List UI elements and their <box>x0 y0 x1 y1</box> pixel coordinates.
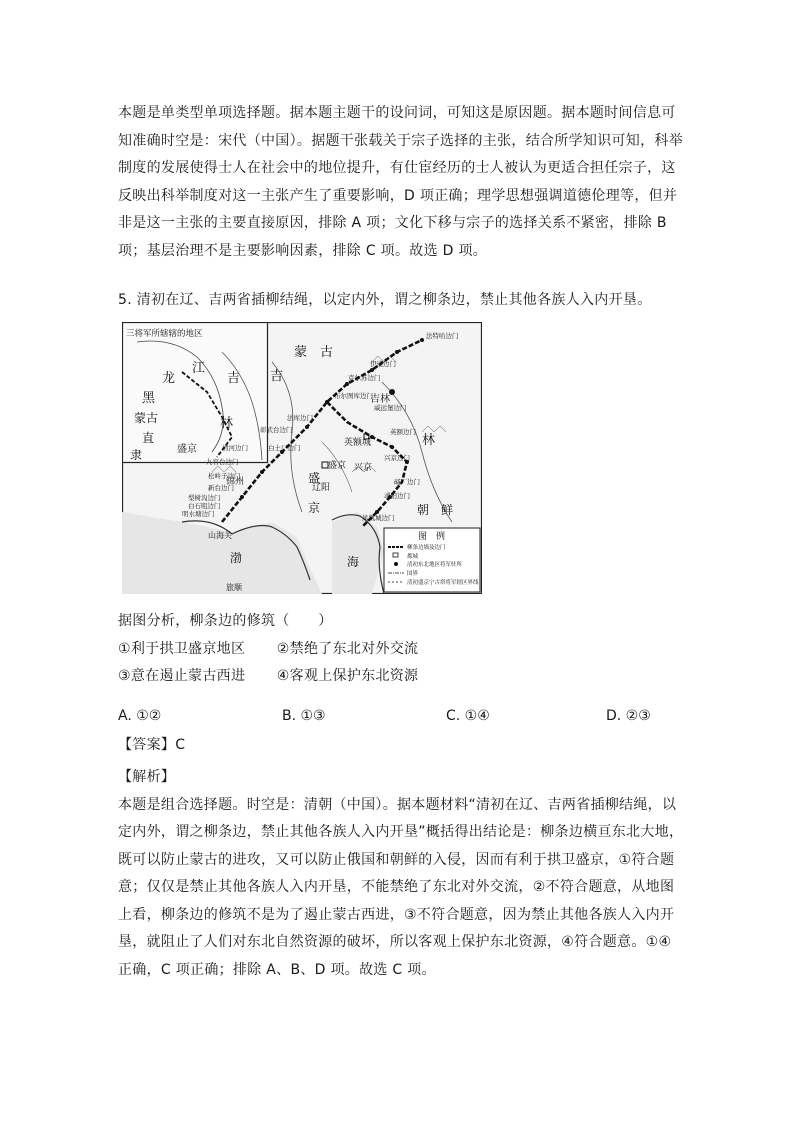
region-label: 京 <box>308 501 321 515</box>
gate-label: 法库边门 <box>287 414 313 422</box>
text-line: 本题是组合选择题。时空是：清朝（中国）。据本题材料“清初在辽、吉两省插柳结绳，以 <box>118 796 677 813</box>
region-label: 海 <box>347 555 360 569</box>
text-line: 非是这一主张的主要直接原因，排除 A 项；文化下移与宗子的选择关系不紧密，排除 B <box>118 215 667 231</box>
region-label: 林 <box>422 433 436 448</box>
option-a[interactable]: A. ①② <box>118 708 162 724</box>
gate-label: 叆阳边门 <box>384 492 410 500</box>
inset-label: 吉 <box>227 371 241 386</box>
analysis-section <box>118 764 684 984</box>
gate-label: 兴京边门 <box>384 454 410 462</box>
gate-label: 法特哈边门 <box>426 332 459 340</box>
statement: ④客观上保护东北资源 <box>276 668 419 684</box>
text-line: 垦，就阻止了人们对东北自然资源的破坏，所以客观上保护东北资源，④符合题意。①④ <box>118 934 672 950</box>
city-label: 辽阳 <box>312 483 331 493</box>
region-label: 渤 <box>230 551 243 565</box>
gate-label: 伊通边门 <box>370 360 396 368</box>
text-line: 本题是单类型单项选择题。据本题主题干的设问词，可知这是原因题。据本题时间信息可 <box>118 105 676 121</box>
inset-label: 林 <box>220 416 234 431</box>
gate-label: 松岭子边门 <box>208 472 241 480</box>
inset-label: 直 <box>142 431 155 445</box>
legend-item: 柳条边墙及边门 <box>407 545 446 551</box>
text-line: 制度的发展使得士人在社会中的地位提升，有仕宦经历的士人被认为更适合担任宗子，这 <box>118 160 676 176</box>
statement: ③意在遏止蒙古西进 <box>118 668 246 684</box>
legend-item: 清初东北地区将军驻所 <box>407 562 463 568</box>
analysis-label: 【解析】 <box>118 769 176 785</box>
answer-section <box>118 732 678 760</box>
city-label: 英额城 <box>344 438 372 448</box>
gate-label: 布尔图库边门 <box>334 392 373 400</box>
option-d[interactable]: D. ②③ <box>606 708 651 724</box>
option-c[interactable]: C. ①④ <box>446 708 490 724</box>
text-line: 既可以防止蒙古的进攻，又可以防止俄国和朝鲜的入侵，因而有利于拱卫盛京，①符合题 <box>118 851 675 868</box>
legend-title: 图 例 <box>418 532 446 542</box>
legend-item: 国界 <box>407 571 419 577</box>
text-line: 意；仅仅是禁止其他各族人入内开垦，不能禁绝了东北对外交流，②不符合题意，从地图 <box>118 879 675 895</box>
gate-label: 克尔苏边门 <box>348 374 381 382</box>
question-stem: 5. 清初在辽、吉两省插柳结绳，以定内外，谓之柳条边，禁止其他各族人入内开垦。 <box>118 292 652 308</box>
region-label: 吉林 <box>370 394 390 405</box>
question-prompt: 据图分析，柳条边的修筑（ ） <box>118 613 333 629</box>
text-line: 项；基层治理不是主要影响因素，排除 C 项。故选 D 项。 <box>118 242 488 259</box>
willow-palisade-map <box>122 322 482 594</box>
city-label: 锦州 <box>226 477 245 487</box>
question-body <box>118 608 678 691</box>
text-line: 知准确时空是：宋代（中国）。据题干张载关于宗子选择的主张，结合所学知识可知，科举 <box>118 132 683 149</box>
map-legend <box>384 528 480 592</box>
gate-label: 九官台边门 <box>206 458 239 466</box>
gate-label: 梨树沟边门 <box>188 494 221 502</box>
statement: ①利于拱卫盛京地区 <box>118 640 246 657</box>
statement-row <box>118 636 678 664</box>
inset-label: 盛京 <box>177 444 197 455</box>
inset-title: 三将军所辖辖的地区 <box>126 329 203 339</box>
text-line: 上看，柳条边的修筑不是为了遏止蒙古西进，③不符合题意，因为禁止其他各族人入内开 <box>118 906 675 923</box>
legend-item: 都城 <box>407 554 419 560</box>
text-line: 反映出科举制度对这一主张产生了重要影响，D 项正确；理学思想强调道德伦理等，但并 <box>118 187 678 204</box>
gate-label: 白石咀边门 <box>188 502 221 510</box>
answer-label: 【答案】C <box>118 737 186 753</box>
answer-options <box>118 703 678 730</box>
gate-label: 清河边门 <box>222 444 248 452</box>
city-label: 旅顺 <box>226 583 242 592</box>
region-label: 吉 <box>270 369 284 384</box>
inset-label: 黑 <box>142 391 156 406</box>
gate-label: 英额边门 <box>390 428 416 436</box>
statement-row <box>118 663 678 691</box>
inset-label: 江 <box>192 361 206 376</box>
city-label: 山海关 <box>208 531 232 540</box>
legend-item: 清初盛京宁古塔将军辖区界线 <box>407 580 479 586</box>
city-label: 兴京 <box>354 463 373 473</box>
gate-label: 新台边门 <box>208 484 234 492</box>
option-b[interactable]: B. ①③ <box>282 708 326 724</box>
statement: ②禁绝了东北对外交流 <box>276 640 419 657</box>
gate-label: 白土厂边门 <box>268 444 301 452</box>
gate-label: 威远堡边门 <box>374 404 407 412</box>
city-label: 盛京 <box>328 461 347 471</box>
text-line: 定内外，谓之柳条边，禁止其他各族人入内开垦”概括得出结论是：柳条边横亘东北大地， <box>118 824 684 840</box>
text-line: 正确，C 项正确；排除 A、B、D 项。故选 C 项。 <box>118 961 436 978</box>
inset-label: 龙 <box>162 371 176 386</box>
inset-label: 蒙古 <box>134 411 159 425</box>
previous-analysis <box>118 100 683 265</box>
region-label: 蒙 古 <box>294 345 334 360</box>
gate-label: 彰武台边门 <box>260 426 293 434</box>
inset-label: 隶 <box>130 448 143 462</box>
question-5-stem <box>118 287 678 315</box>
region-label: 盛 <box>308 471 321 485</box>
gate-label: 凤凰城边门 <box>362 514 395 522</box>
gate-label: 明水塘边门 <box>182 510 215 518</box>
region-label: 朝 鲜 <box>417 503 454 517</box>
gate-label: 碱厂边门 <box>394 478 420 486</box>
